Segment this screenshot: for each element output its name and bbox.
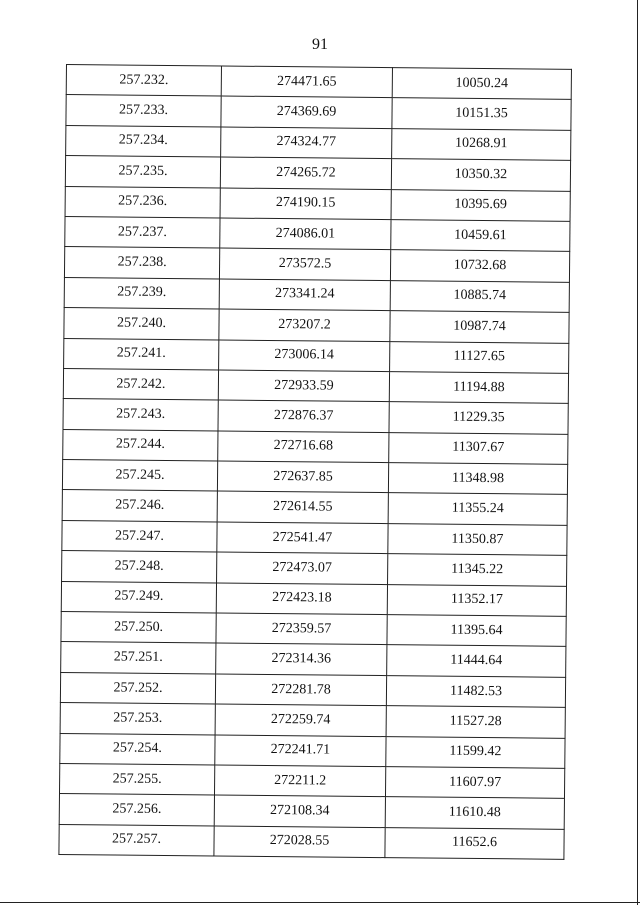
y-coordinate-cell: 10395.69 bbox=[391, 189, 570, 221]
point-number-cell: 257.253. bbox=[60, 703, 215, 735]
point-number-cell: 257.256. bbox=[59, 794, 214, 826]
y-coordinate-cell: 11352.17 bbox=[387, 584, 566, 616]
point-number-cell: 257.255. bbox=[59, 763, 214, 795]
point-number-cell: 257.235. bbox=[65, 156, 220, 188]
y-coordinate-cell: 11350.87 bbox=[388, 523, 567, 555]
y-coordinate-cell: 11482.53 bbox=[386, 675, 565, 707]
y-coordinate-cell: 11355.24 bbox=[388, 493, 567, 525]
x-coordinate-cell: 273006.14 bbox=[219, 339, 390, 371]
coordinates-table bbox=[58, 64, 572, 860]
y-coordinate-cell: 11610.48 bbox=[385, 797, 564, 829]
x-coordinate-cell: 272876.37 bbox=[218, 400, 389, 432]
y-coordinate-cell: 10350.32 bbox=[391, 159, 570, 191]
point-number-cell: 257.234. bbox=[66, 125, 221, 157]
x-coordinate-cell: 272281.78 bbox=[215, 674, 386, 706]
table-row bbox=[64, 338, 569, 373]
table-row bbox=[60, 733, 565, 768]
point-number-cell: 257.242. bbox=[63, 368, 218, 400]
y-coordinate-cell: 11345.22 bbox=[388, 554, 567, 586]
y-coordinate-cell: 11599.42 bbox=[386, 736, 565, 768]
x-coordinate-cell: 273341.24 bbox=[219, 279, 390, 311]
x-coordinate-cell: 274190.15 bbox=[220, 188, 391, 220]
y-coordinate-cell: 10268.91 bbox=[392, 128, 571, 160]
point-number-cell: 257.254. bbox=[60, 733, 215, 765]
point-number-cell: 257.244. bbox=[63, 429, 218, 461]
coordinates-table-body bbox=[59, 65, 572, 860]
y-coordinate-cell: 10885.74 bbox=[390, 280, 569, 312]
x-coordinate-cell: 272614.55 bbox=[217, 491, 388, 523]
table-row bbox=[63, 399, 568, 434]
table-row bbox=[61, 612, 566, 647]
point-number-cell: 257.238. bbox=[64, 247, 219, 279]
point-number-cell: 257.252. bbox=[60, 672, 215, 704]
point-number-cell: 257.232. bbox=[66, 65, 221, 97]
table-row bbox=[63, 429, 568, 464]
x-coordinate-cell: 272259.74 bbox=[215, 704, 386, 736]
x-coordinate-cell: 272637.85 bbox=[217, 461, 388, 493]
y-coordinate-cell: 10050.24 bbox=[392, 68, 571, 100]
table-row bbox=[66, 65, 571, 100]
table-row bbox=[62, 490, 567, 525]
x-coordinate-cell: 272716.68 bbox=[218, 431, 389, 463]
x-coordinate-cell: 272314.36 bbox=[216, 643, 387, 675]
point-number-cell: 257.257. bbox=[59, 824, 214, 856]
y-coordinate-cell: 10987.74 bbox=[390, 311, 569, 343]
x-coordinate-cell: 272211.2 bbox=[214, 765, 385, 797]
y-coordinate-cell: 11395.64 bbox=[387, 615, 566, 647]
y-coordinate-cell: 11444.64 bbox=[387, 645, 566, 677]
point-number-cell: 257.250. bbox=[61, 612, 216, 644]
x-coordinate-cell: 274265.72 bbox=[220, 157, 391, 189]
point-number-cell: 257.247. bbox=[62, 520, 217, 552]
x-coordinate-cell: 274471.65 bbox=[221, 66, 392, 98]
point-number-cell: 257.233. bbox=[66, 95, 221, 127]
point-number-cell: 257.249. bbox=[61, 581, 216, 613]
table-row bbox=[65, 156, 570, 191]
page-edge-right bbox=[637, 0, 638, 905]
point-number-cell: 257.246. bbox=[62, 490, 217, 522]
table-row bbox=[65, 186, 570, 221]
table-row bbox=[62, 520, 567, 555]
y-coordinate-cell: 11127.65 bbox=[390, 341, 569, 373]
page-edge-bottom bbox=[0, 902, 640, 903]
point-number-cell: 257.236. bbox=[65, 186, 220, 218]
table-row bbox=[61, 642, 566, 677]
y-coordinate-cell: 11229.35 bbox=[389, 402, 568, 434]
table-row bbox=[64, 277, 569, 312]
x-coordinate-cell: 274086.01 bbox=[220, 218, 391, 250]
y-coordinate-cell: 11527.28 bbox=[386, 706, 565, 738]
y-coordinate-cell: 11307.67 bbox=[389, 432, 568, 464]
x-coordinate-cell: 272241.71 bbox=[215, 735, 386, 767]
table-row bbox=[66, 125, 571, 160]
table-row bbox=[64, 247, 569, 282]
point-number-cell: 257.243. bbox=[63, 399, 218, 431]
x-coordinate-cell: 274369.69 bbox=[221, 96, 392, 128]
point-number-cell: 257.240. bbox=[64, 308, 219, 340]
x-coordinate-cell: 273207.2 bbox=[219, 309, 390, 341]
x-coordinate-cell: 272423.18 bbox=[216, 583, 387, 615]
x-coordinate-cell: 272541.47 bbox=[217, 522, 388, 554]
table-row bbox=[60, 672, 565, 707]
x-coordinate-cell: 273572.5 bbox=[219, 248, 390, 280]
point-number-cell: 257.251. bbox=[61, 642, 216, 674]
y-coordinate-cell: 11652.6 bbox=[385, 827, 564, 859]
y-coordinate-cell: 10459.61 bbox=[391, 220, 570, 252]
table-row bbox=[59, 824, 564, 859]
x-coordinate-cell: 274324.77 bbox=[221, 127, 392, 159]
table-row bbox=[59, 794, 564, 829]
table-row bbox=[62, 460, 567, 495]
x-coordinate-cell: 272108.34 bbox=[214, 795, 385, 827]
y-coordinate-cell: 11194.88 bbox=[389, 372, 568, 404]
x-coordinate-cell: 272473.07 bbox=[217, 552, 388, 584]
y-coordinate-cell: 10732.68 bbox=[390, 250, 569, 282]
table-row bbox=[64, 308, 569, 343]
table-row bbox=[61, 581, 566, 616]
point-number-cell: 257.248. bbox=[62, 551, 217, 583]
x-coordinate-cell: 272359.57 bbox=[216, 613, 387, 645]
y-coordinate-cell: 11348.98 bbox=[388, 463, 567, 495]
table-row bbox=[63, 368, 568, 403]
table-row bbox=[65, 216, 570, 251]
y-coordinate-cell: 11607.97 bbox=[385, 767, 564, 799]
table-row bbox=[66, 95, 571, 130]
x-coordinate-cell: 272933.59 bbox=[218, 370, 389, 402]
x-coordinate-cell: 272028.55 bbox=[214, 826, 385, 858]
y-coordinate-cell: 10151.35 bbox=[392, 98, 571, 130]
point-number-cell: 257.239. bbox=[64, 277, 219, 309]
table-row bbox=[62, 551, 567, 586]
page-number: 91 bbox=[312, 36, 328, 53]
table-row bbox=[59, 763, 564, 798]
point-number-cell: 257.237. bbox=[65, 216, 220, 248]
table-row bbox=[60, 703, 565, 738]
point-number-cell: 257.245. bbox=[62, 460, 217, 492]
coordinates-table-container bbox=[58, 64, 568, 860]
point-number-cell: 257.241. bbox=[64, 338, 219, 370]
